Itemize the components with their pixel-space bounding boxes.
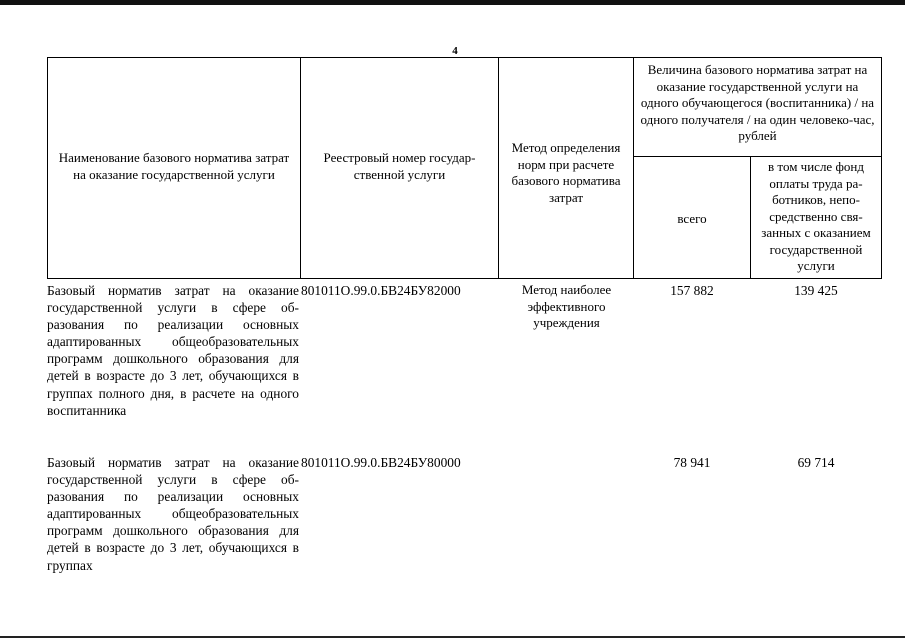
page-number: 4 [452,45,458,57]
row-including: 139 425 [794,283,838,298]
row-total: 157 882 [670,283,714,298]
header-including-text: в том числе фонд оплаты труда работников, непосредственно связанных с оказанием государственной услуги [761,159,871,273]
table-header [47,57,882,279]
row-name: Базовый норматив затрат на оказание государственной услуги в сфере образования по реализации основных адаптированных общеобразовательных программ дошкольного образования для детей в возрасте до 3 лет, обучающихся в группах [47,455,299,573]
row-total: 78 941 [673,455,711,470]
row-registry-number: 801011О.99.0.БВ24БУ82000 [301,283,461,298]
row-name: Базовый норматив затрат на оказание государственной услуги в сфере образования по реализации основных адаптированных общеобразовательных программ дошкольного образования для детей в возрасте до 3 лет, обучающихся в группах полного дня, в расчете на одного воспитанника [47,283,299,418]
header-total-cell [633,156,751,279]
header-value-cell [633,57,882,157]
header-name-cell [47,57,301,279]
header-method-cell [498,57,634,279]
row-registry-number: 801011О.99.0.БВ24БУ80000 [301,455,461,470]
header-method-text: Метод определения норм при расчете базового норматива затрат [511,140,621,205]
row-method: Метод наиболее эффективного учреждения [521,282,612,330]
header-including-cell [750,156,882,279]
header-registry-cell [300,57,499,279]
bottom-border [0,636,905,638]
header-total-text: всего [677,211,707,226]
header-value-text: Величина базового норматива затрат на оказание государственной услуги на одного обучающегося (воспитанника) / на одного получателя / на один человеко-час, рублей [640,62,875,143]
header-name-text: Наименование базового норматива затрат на оказание государственной услуги [58,150,290,182]
row-including: 69 714 [797,455,835,470]
header-registry-text: Реестровый номер государственной услуги [323,150,476,182]
top-border [0,0,905,5]
